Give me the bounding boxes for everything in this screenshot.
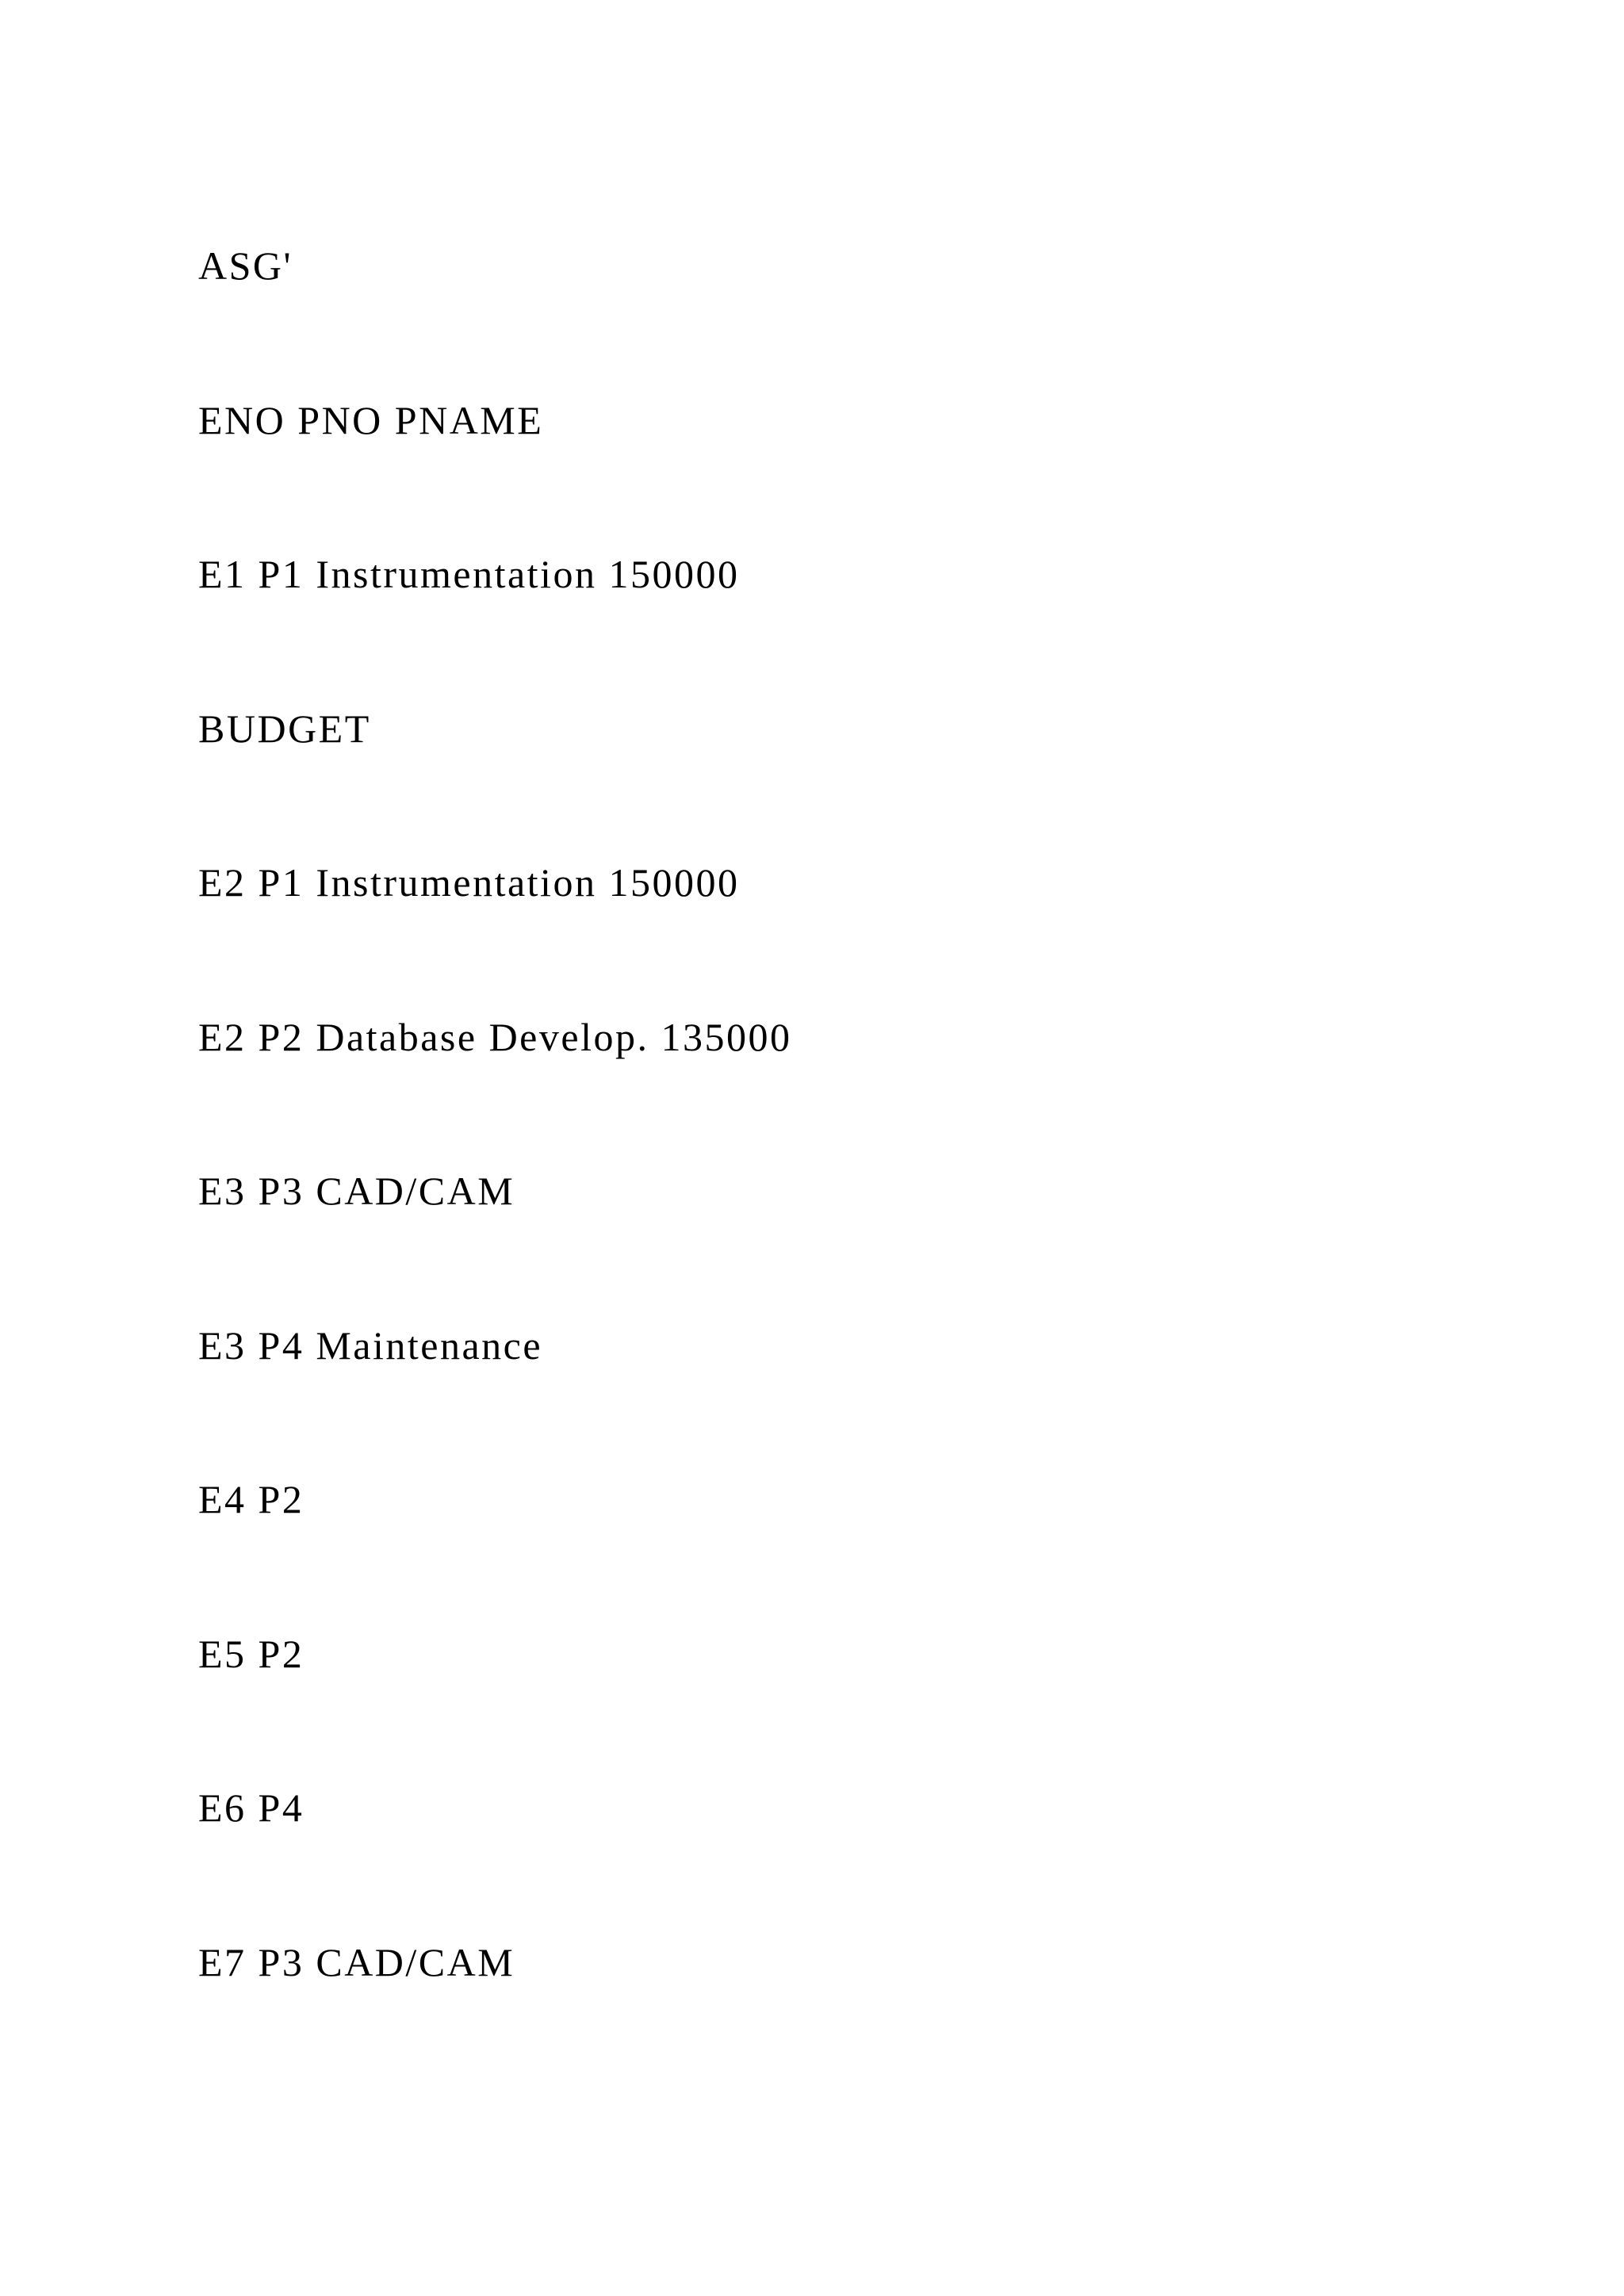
relation-title: ASG' [198,243,293,288]
table-row: E2 P2 Database Develop. 135000 [198,1014,792,1059]
table-row: E6 P4 [198,1785,304,1830]
table-row: E4 P2 [198,1477,304,1521]
table-row: E3 P4 Maintenance [198,1322,543,1368]
column-header-line: ENO PNO PNAME [198,397,544,442]
table-row: E5 P2 [198,1631,304,1676]
column-header-budget: BUDGET [198,706,371,751]
table-row: E2 P1 Instrumentation 150000 [198,860,740,905]
table-row: E1 P1 Instrumentation 150000 [198,552,740,596]
table-row: E3 P3 CAD/CAM [198,1169,515,1213]
table-row: E7 P3 CAD/CAM [198,1939,515,1984]
document-text [198,243,1546,2096]
